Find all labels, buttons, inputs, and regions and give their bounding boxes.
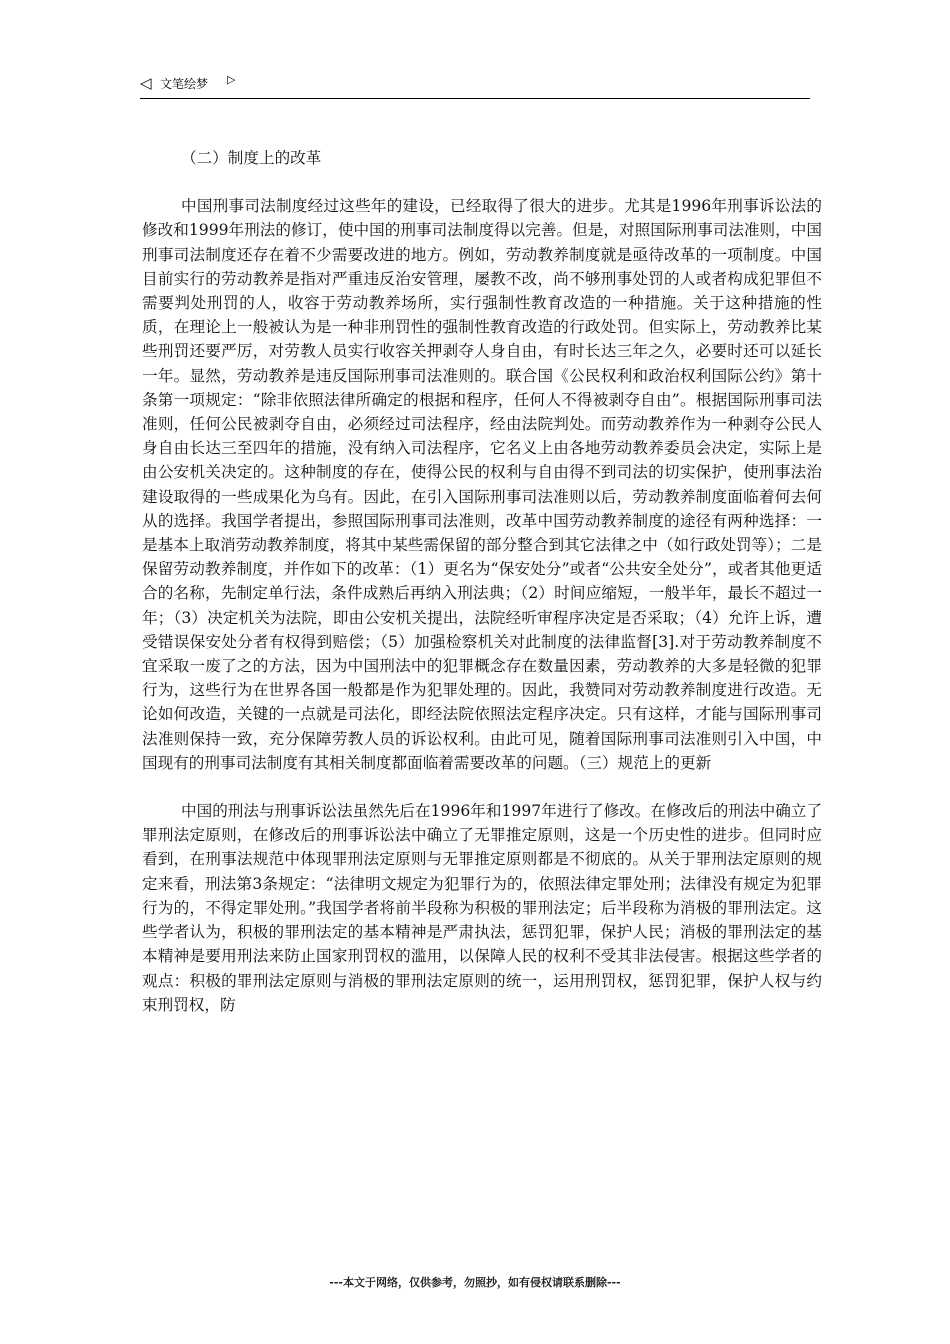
header-title: 文笔绘梦: [160, 77, 209, 91]
triangle-right-icon: ▷: [227, 73, 236, 86]
page-header: [140, 72, 810, 99]
footer-disclaimer: ---本文于网络，仅供参考，勿照抄，如有侵权请联系删除---: [329, 1276, 621, 1289]
section-heading: （二）制度上的改革: [181, 149, 322, 167]
triangle-left-icon: ◁: [140, 74, 152, 92]
paragraph-2: 中国的刑法与刑事诉讼法虽然先后在1996年和1997年进行了修改。在修改后的刑法中确立了罪刑法定原则，在修改后的刑事诉讼法中确立了无罪推定原则，这是一个历史性的进步。但同时应看到，在刑事法规范中体现罪刑法定原则与无罪推定原则都是不彻底的。从关于罪刑法定原则的规定来看，刑法第3条规定：“法律明文规定为犯罪行为的，依照法律定罪处刑；法律没有规定为犯罪行为的，不得定罪处刑。”我国学者将前半段称为积极的罪刑法定；后半段称为消极的罪刑法定。这些学者认为，积极的罪刑法定的基本精神是严肃执法，惩罚犯罪，保护人民；消极的罪刑法定的基本精神是要用刑法来防止国家刑罚权的滥用，以保障人民的权利不受其非法侵害。根据这些学者的观点：积极的罪刑法定原则与消极的罪刑法定原则的统一，运用刑罚权，惩罚犯罪，保护人权与约束刑罚权，防: [142, 802, 822, 1014]
document-body: [142, 146, 822, 1041]
paragraph-1: 中国刑事司法制度经过这些年的建设，已经取得了很大的进步。尤其是1996年刑事诉讼法的修改和1999年刑法的修订，使中国的刑事司法制度得以完善。但是，对照国际刑事司法准则，中国刑事司法制度还存在着不少需要改进的地方。例如，劳动教养制度就是亟待改革的一项制度。中国目前实行的劳动教养是指对严重违反治安管理，屡教不改，尚不够刑事处罚的人或者构成犯罪但不需要判处刑罚的人，收容于劳动教养场所，实行强制性教育改造的一种措施。关于这种措施的性质，在理论上一般被认为是一种非刑罚性的强制性教育改造的行政处罚。但实际上，劳动教养比某些刑罚还要严厉，对劳教人员实行收容关押剥夺人身自由，有时长达三年之久，必要时还可以延长一年。显然，劳动教养是违反国际刑事司法准则的。联合国《公民权利和政治权利国际公约》第十条第一项规定：“除非依照法律所确定的根据和程序，任何人不得被剥夺自由”。根据国际刑事司法准则，任何公民被剥夺自由，必须经过司法程序，经由法院判处。而劳动教养作为一种剥夺公民人身自由长达三至四年的措施，没有纳入司法程序，它名义上由各地劳动教养委员会决定，实际上是由公安机关决定的。这种制度的存在，使得公民的权利与自由得不到司法的切实保护，使刑事法治建设取得的一些成果化为乌有。因此，在引入国际刑事司法准则以后，劳动教养制度面临着何去何从的选择。我国学者提出，参照国际刑事司法准则，改革中国劳动教养制度的途径有两种选择：一是基本上取消劳动教养制度，将其中某些需保留的部分整合到其它法律之中（如行政处罚等）；二是保留劳动教养制度，并作如下的改革：（1）更名为“保安处分”或者“公共安全处分”，或者其他更适合的名称，先制定单行法，条件成熟后再纳入刑法典；（2）时间应缩短，一般半年，最长不超过一年；（3）决定机关为法院，即由公安机关提出，法院经听审程序决定是否采取；（4）允许上诉，遭受错误保安处分者有权得到赔偿；（5）加强检察机关对此制度的法律监督[3].对于劳动教养制度不宜采取一废了之的方法，因为中国刑法中的犯罪概念存在数量因素，劳动教养的大多是轻微的犯罪行为，这些行为在世界各国一般都是作为犯罪处理的。因此，我赞同对劳动教养制度进行改造。无论如何改造，关键的一点就是司法化，即经法院依照法定程序决定。只有这样，才能与国际刑事司法准则保持一致，充分保障劳教人员的诉讼权利。由此可见，随着国际刑事司法准则引入中国，中国现有的刑事司法制度有其相关制度都面临着需要改革的问题。（三）规范上的更新: [142, 197, 822, 772]
